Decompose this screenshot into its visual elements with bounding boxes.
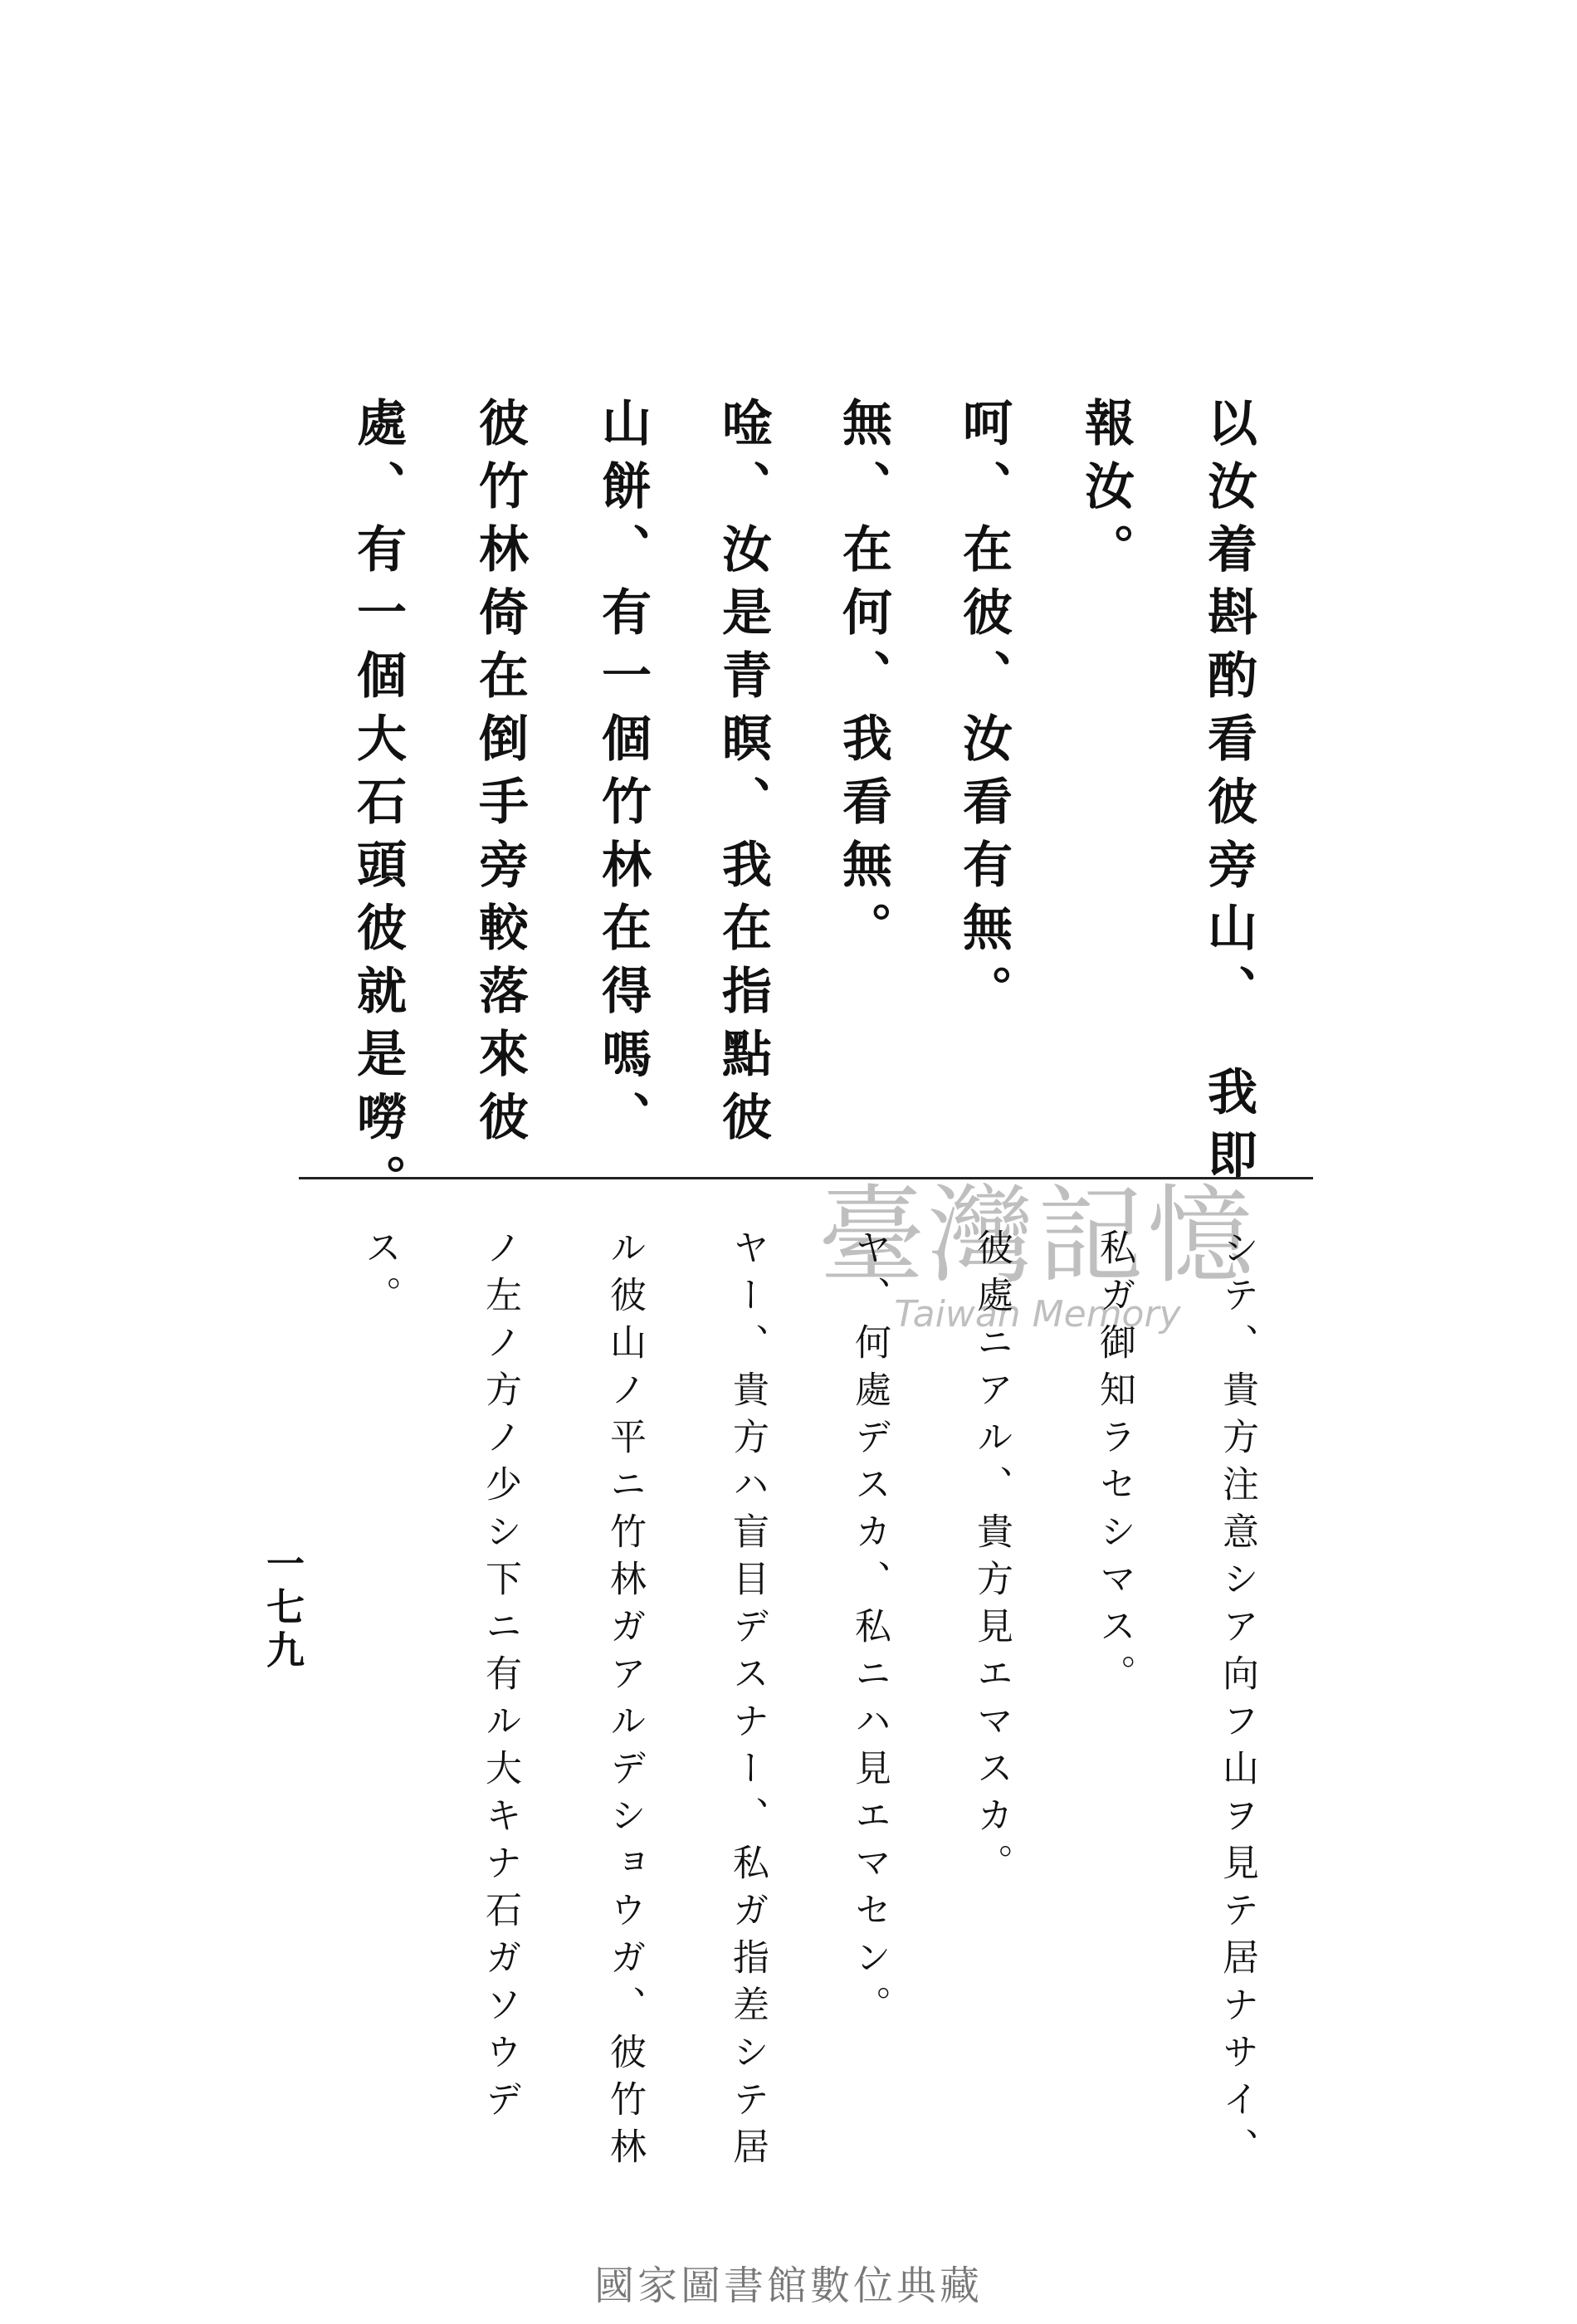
lower-column-4: ヤ、何處デスカ、私ニハ見エマセン。 bbox=[848, 1228, 891, 2033]
upper-column-1: 以汝着斟酌看彼旁山、 我即 bbox=[1199, 397, 1257, 1192]
upper-column-3: 呵、在彼、汝看有無。 bbox=[954, 397, 1013, 1028]
page-number: 一七九 bbox=[261, 1544, 305, 1673]
lower-column-6: ル彼山ノ平ニ竹林ガアルデショウガ、彼竹林 bbox=[603, 1228, 646, 2175]
upper-column-4: 無、在何、我看無。 bbox=[834, 397, 892, 964]
watermark-title: 臺灣記憶 bbox=[818, 1174, 1257, 1298]
upper-column-2: 報汝。 bbox=[1077, 397, 1135, 586]
upper-column-8: 處、有一個大石頭彼就是嘮。 bbox=[349, 397, 407, 1217]
lower-column-7: ノ左ノ方ノ少シ下ニ有ル大キナ石ガソウデ bbox=[479, 1228, 521, 2127]
upper-column-7: 彼竹林倚在倒手旁較落來彼 bbox=[471, 397, 529, 1154]
lower-column-3: 彼處ニアル、貴方見エマスカ。 bbox=[970, 1228, 1013, 1891]
upper-column-5: 唫、汝是青瞑、我在指點彼 bbox=[714, 397, 772, 1154]
upper-column-6: 山餅、有一個竹林在得嗎、 bbox=[593, 397, 652, 1154]
lower-column-8: ス。 bbox=[359, 1228, 401, 1323]
lower-column-1: シテ、貴方注意シア向フ山ヲ見テ居ナサイ、 bbox=[1216, 1228, 1258, 2175]
footer-credit: 國家圖書館數位典藏 bbox=[593, 2263, 983, 2309]
lower-column-2: 私ガ御知ラセシマス。 bbox=[1093, 1228, 1135, 1702]
watermark-subtitle: Taiwan Memory bbox=[894, 1293, 1181, 1335]
lower-column-5: ヤー、貴方ハ盲目デスナー、私ガ指差シテ居 bbox=[726, 1228, 769, 2175]
